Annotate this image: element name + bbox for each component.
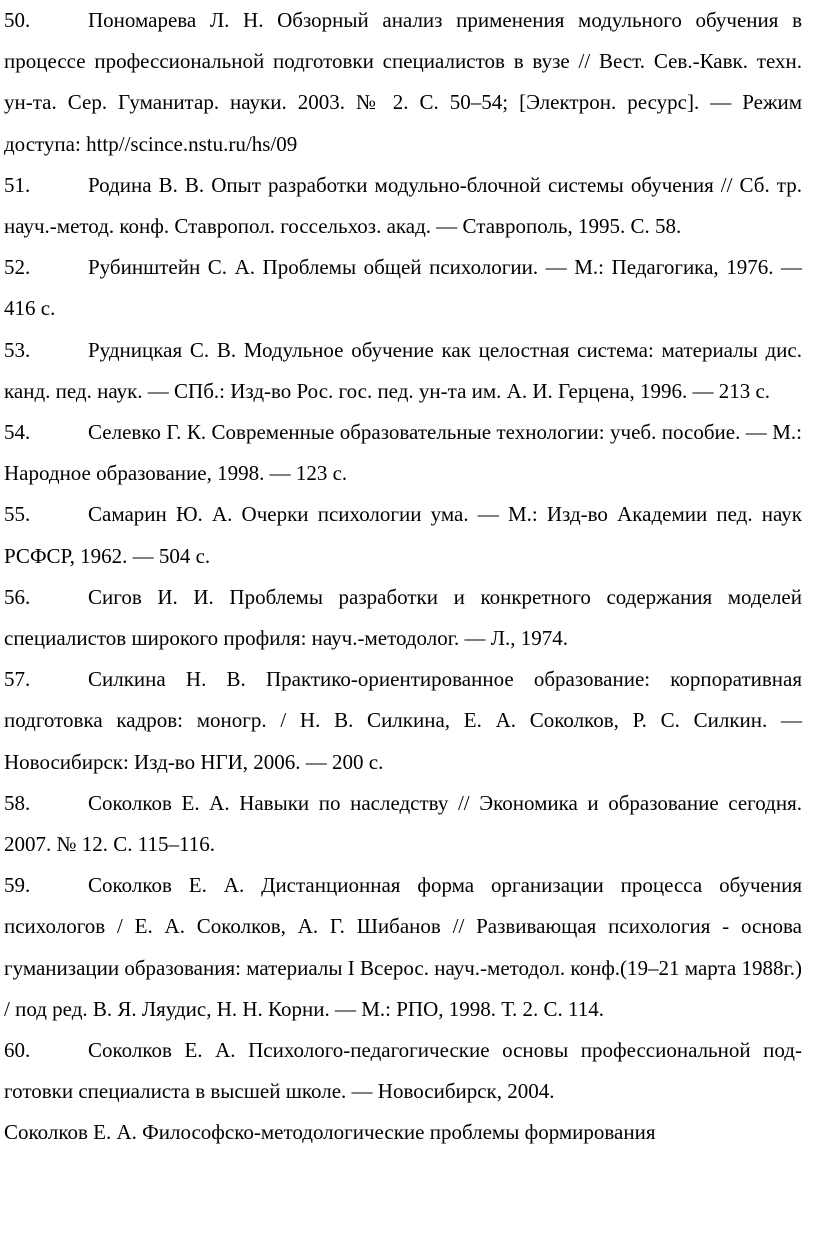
reference-item bbox=[4, 783, 802, 865]
reference-text: Силкина Н. В. Практико-ориентированное образование: корпоративная подготовка кадров: моногр. / Н. В. Силкина, Е. А. Соколков, Р. С. Силкин. — Новосибирск: Изд-во НГИ, 2006. — 200 с. bbox=[4, 667, 802, 774]
reference-number: 59. bbox=[4, 873, 31, 898]
reference-number: 51. bbox=[4, 172, 31, 197]
reference-item-continued bbox=[4, 1112, 802, 1153]
reference-item bbox=[4, 247, 802, 329]
reference-text: Соколков Е. А. Психолого-педагогические основы профессиональной под-готовки специалиста в высшей школе. — Новосибирск, 2004. bbox=[4, 1038, 802, 1104]
reference-number: 55. bbox=[4, 502, 31, 527]
reference-item bbox=[4, 1030, 802, 1112]
reference-text: Соколков Е. А. Дистанционная форма организации процесса обучения психологов / Е. А. Соколков, А. Г. Шибанов // Развивающая психология - основа гуманизации образования: материалы I Всерос. науч.-методол. конф.(19–21 марта 1988г.) / под ред. В. Я. Ляудис, Н. Н. Корни. — М.: РПО, 1998. Т. 2. С. 114. bbox=[4, 873, 802, 1021]
reference-text: Сигов И. И. Проблемы разработки и конкретного содержания моделей специалистов широкого профиля: науч.-методолог. — Л., 1974. bbox=[4, 584, 802, 651]
reference-number: 52. bbox=[4, 255, 31, 280]
reference-item bbox=[4, 659, 802, 783]
reference-text: Селевко Г. К. Современные образовательные технологии: учеб. пособие. — М.: Народное образование, 1998. — 123 с. bbox=[4, 420, 802, 486]
reference-number: 57. bbox=[4, 667, 31, 692]
reference-number: 58. bbox=[4, 790, 31, 815]
reference-number: 60. bbox=[4, 1038, 31, 1063]
reference-text: Самарин Ю. А. Очерки психологии ума. — М.: Изд-во Академии пед. наук РСФСР, 1962. — 504 с. bbox=[4, 502, 802, 568]
reference-text: Рудницкая С. В. Модульное обучение как целостная система: материалы дис. канд. пед. наук. — СПб.: Изд-во Рос. гос. пед. ун-та им. А. И. Герцена, 1996. — 213 с. bbox=[4, 337, 802, 403]
reference-list bbox=[4, 0, 802, 1154]
reference-number: 50. bbox=[4, 8, 31, 32]
reference-text: Рубинштейн С. А. Проблемы общей психологии. — М.: Педагогика, 1976. — 416 с. bbox=[4, 255, 802, 321]
reference-item bbox=[4, 865, 802, 1030]
reference-number: 54. bbox=[4, 420, 31, 445]
reference-item bbox=[4, 494, 802, 576]
reference-text: Родина В. В. Опыт разработки модульно-блочной системы обучения // Сб. тр. науч.-метод. конф. Ставропол. госсельхоз. акад. — Ставрополь, 1995. С. 58. bbox=[4, 172, 802, 239]
reference-item bbox=[4, 330, 802, 412]
reference-text: Соколков Е. А. Философско-методологические проблемы формирования bbox=[4, 1120, 656, 1145]
reference-item bbox=[4, 165, 802, 247]
reference-number: 56. bbox=[4, 584, 31, 609]
reference-text: Пономарева Л. Н. Обзорный анализ применения модульного обучения в процессе профессиональной подготовки специалистов в вузе // Вест. Сев.-Кавк. техн. ун-та. Сер. Гуманитар. науки. 2003. № 2. С. 50–54; [Электрон. ресурс]. — Режим доступа: http//scince.nstu.ru/hs/09 bbox=[4, 8, 802, 156]
reference-item bbox=[4, 0, 802, 165]
reference-item bbox=[4, 412, 802, 494]
reference-item bbox=[4, 577, 802, 659]
reference-text: Соколков Е. А. Навыки по наследству // Экономика и образование сегодня. 2007. № 12. С. 115–116. bbox=[4, 790, 802, 857]
reference-number: 53. bbox=[4, 337, 31, 362]
